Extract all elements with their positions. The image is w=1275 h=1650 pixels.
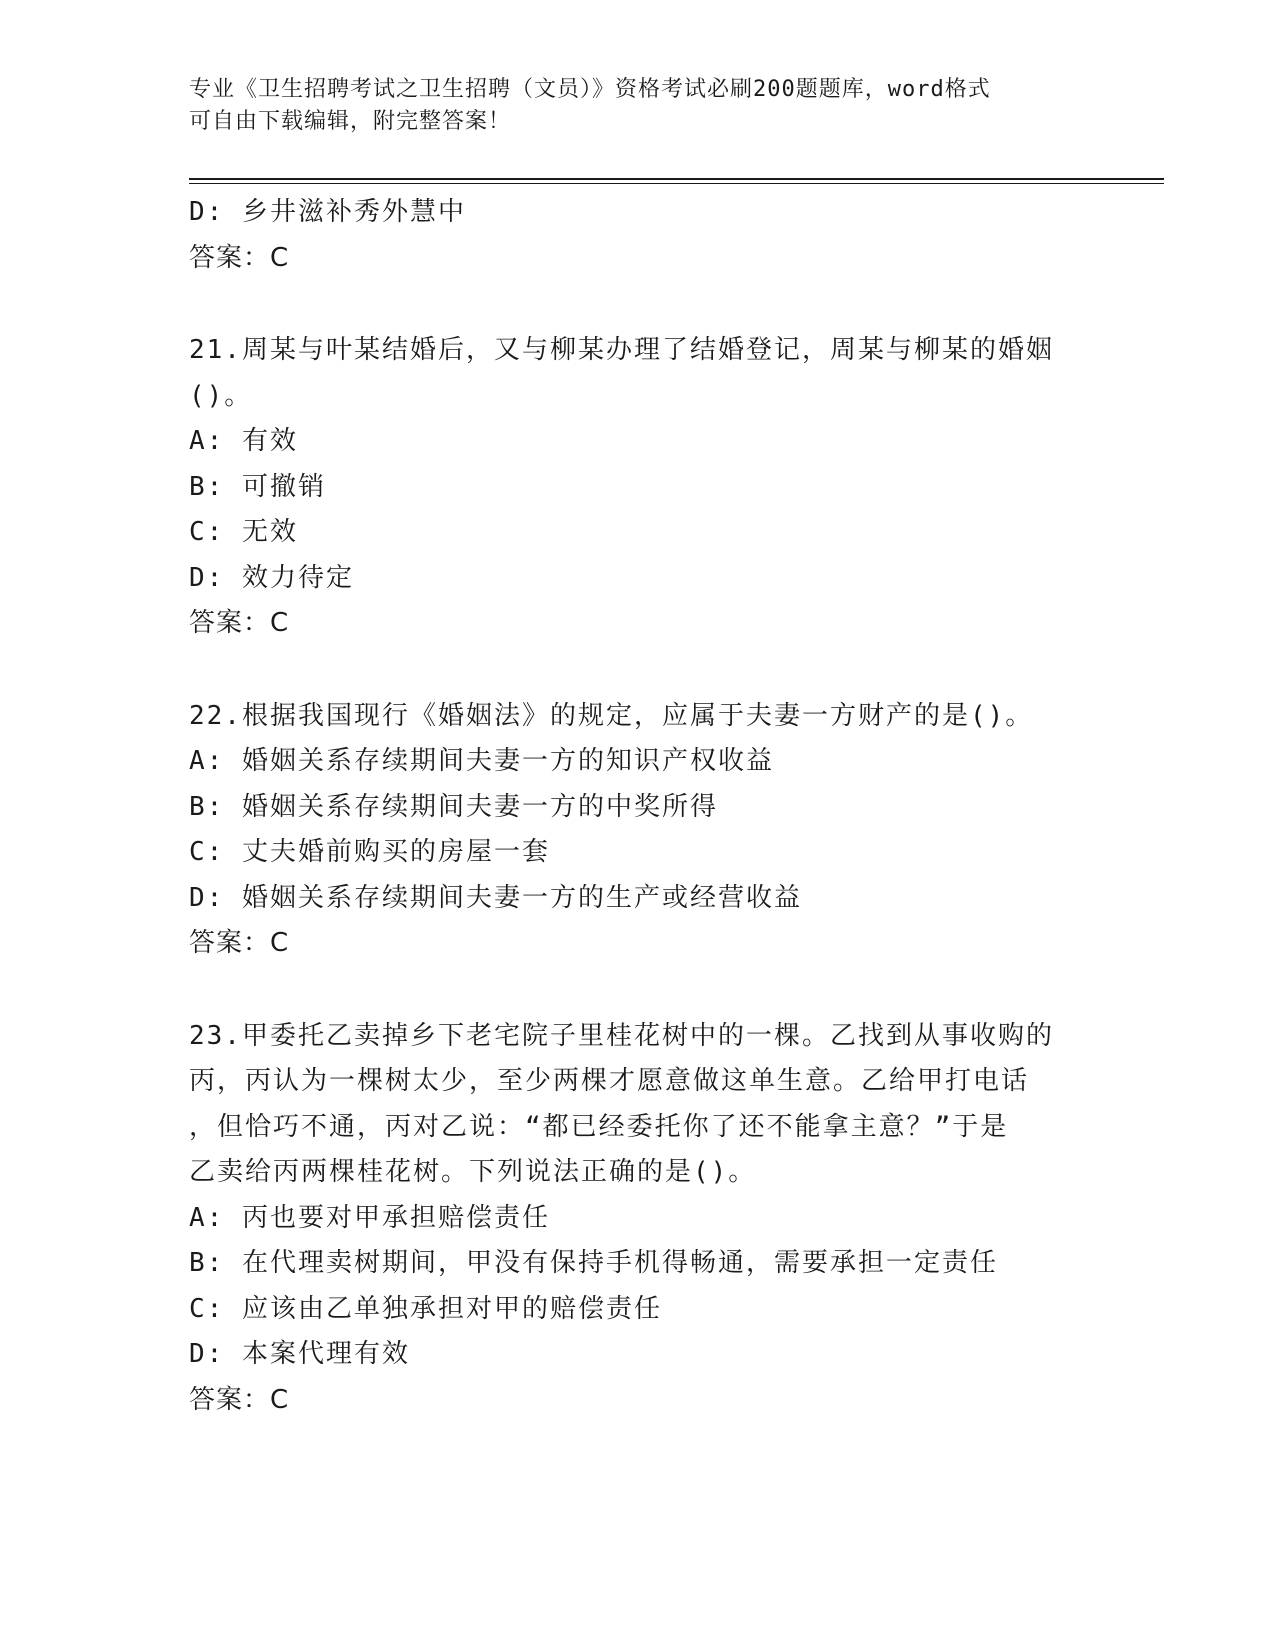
answer-line: 答案：C — [189, 928, 290, 958]
option-c: C: 丈夫婚前购买的房屋一套 — [189, 837, 550, 867]
option-b: B: 在代理卖树期间，甲没有保持手机得畅通，需要承担一定责任 — [189, 1248, 998, 1278]
question-22 — [189, 694, 1089, 967]
question-stem-line: ，但恰巧不通，丙对乙说：“都已经委托你了还不能拿主意？”于是 — [189, 1111, 1009, 1142]
header-rule-thin — [189, 183, 1164, 184]
answer-line: 答案：C — [189, 1384, 290, 1415]
question-21 — [189, 328, 1089, 647]
option-d: D: 本案代理有效 — [189, 1339, 410, 1369]
answer-line: 答案：C — [189, 608, 290, 638]
answer-line: 答案：C — [189, 242, 290, 273]
spacer — [189, 967, 1089, 1014]
header-line-1: 专业《卫生招聘考试之卫生招聘（文员）》资格考试必刷200题题库，word格式 — [189, 77, 991, 102]
option-d: D: 婚姻关系存续期间夫妻一方的生产或经营收益 — [189, 882, 802, 913]
option-a: A: 婚姻关系存续期间夫妻一方的知识产权收益 — [189, 746, 774, 776]
spacer — [189, 647, 1089, 694]
question-list — [189, 190, 1089, 1423]
question-stem-line: ()。 — [189, 380, 253, 411]
spacer — [189, 281, 1089, 328]
option-a: A: 丙也要对甲承担赔偿责任 — [189, 1202, 550, 1233]
option-d: D: 效力待定 — [189, 562, 354, 593]
question-stem-line: 乙卖给丙两棵桂花树。下列说法正确的是()。 — [189, 1157, 757, 1187]
question-stem-line: 22.根据我国现行《婚姻法》的规定，应属于夫妻一方财产的是()。 — [189, 700, 1034, 731]
option-c: C: 无效 — [189, 517, 298, 547]
question-stem-line: 21.周某与叶某结婚后，又与柳某办理了结婚登记，周某与柳某的婚姻 — [189, 335, 1054, 365]
option-c: C: 应该由乙单独承担对甲的赔偿责任 — [189, 1293, 662, 1324]
question-stem-line: 23.甲委托乙卖掉乡下老宅院子里桂花树中的一棵。乙找到从事收购的 — [189, 1020, 1054, 1051]
question-23 — [189, 1014, 1089, 1424]
header-rule-thick — [189, 178, 1164, 180]
option-b: B: 可撤销 — [189, 471, 326, 502]
header-line-2: 可自由下载编辑，附完整答案！ — [189, 109, 512, 134]
document-header — [189, 74, 1089, 138]
option-a: A: 有效 — [189, 426, 298, 456]
option-d: D: 乡井滋补秀外慧中 — [189, 197, 466, 227]
option-b: B: 婚姻关系存续期间夫妻一方的中奖所得 — [189, 791, 718, 822]
question-stem-line: 丙，丙认为一棵树太少，至少两棵才愿意做这单生意。乙给甲打电话 — [189, 1066, 1030, 1096]
